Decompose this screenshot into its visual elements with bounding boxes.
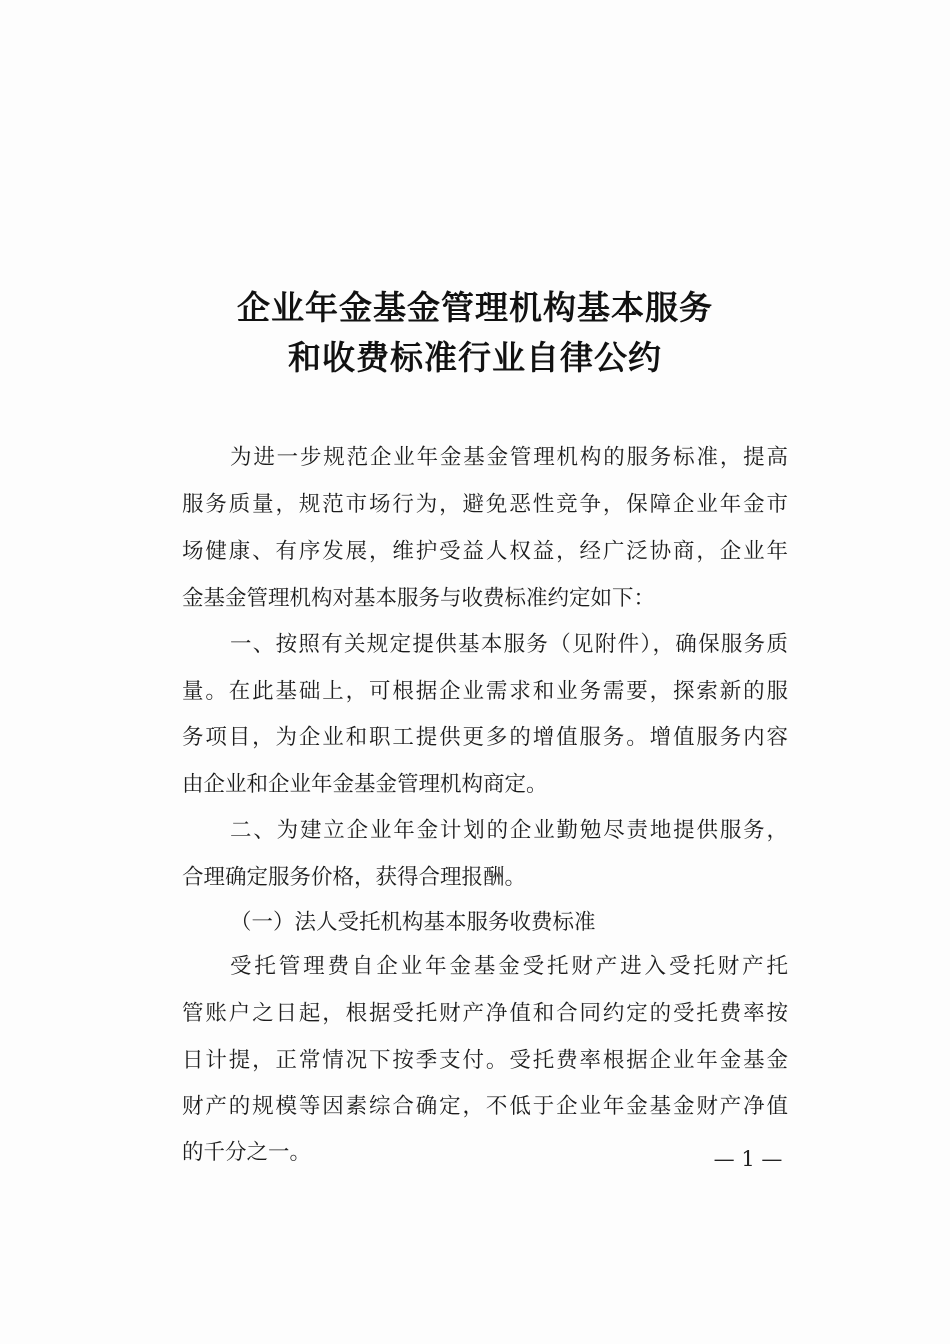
trustee-fee-line: 管账户之日起，根据受托财产净值和合同约定的受托费率按 <box>182 1001 788 1026</box>
trustee-fee-line: 受托管理费自企业年金基金受托财产进入受托财产托 <box>230 954 788 979</box>
page-number: — 1 — <box>713 1147 783 1171</box>
item-two-line: 二、为建立企业年金计划的企业勤勉尽责地提供服务， <box>230 818 788 843</box>
intro-line: 场健康、有序发展，维护受益人权益，经广泛协商，企业年 <box>182 539 788 564</box>
trustee-fee-line: 的千分之一。 <box>182 1140 312 1165</box>
intro-line: 为进一步规范企业年金基金管理机构的服务标准，提高 <box>230 445 788 470</box>
item-one-line: 一、按照有关规定提供基本服务（见附件），确保服务质 <box>230 632 788 657</box>
intro-line: 金基金管理机构对基本服务与收费标准约定如下： <box>182 586 656 611</box>
item-one-line: 量。在此基础上，可根据企业需求和业务需要，探索新的服 <box>182 679 788 704</box>
trustee-fee-line: 日计提，正常情况下按季支付。受托费率根据企业年金基金 <box>182 1048 788 1073</box>
trustee-fee-line: 财产的规模等因素综合确定，不低于企业年金基金财产净值 <box>182 1094 788 1119</box>
document-title-line-2: 和收费标准行业自律公约 <box>288 338 662 377</box>
document-title-line-1: 企业年金基金管理机构基本服务 <box>237 288 713 327</box>
intro-line: 服务质量，规范市场行为，避免恶性竞争，保障企业年金市 <box>182 492 788 517</box>
subheading-trustee-fees: （一）法人受托机构基本服务收费标准 <box>230 910 596 935</box>
item-one-line: 务项目，为企业和职工提供更多的增值服务。增值服务内容 <box>182 725 788 750</box>
item-one-line: 由企业和企业年金基金管理机构商定。 <box>182 772 548 797</box>
item-two-line: 合理确定服务价格，获得合理报酬。 <box>182 865 527 890</box>
